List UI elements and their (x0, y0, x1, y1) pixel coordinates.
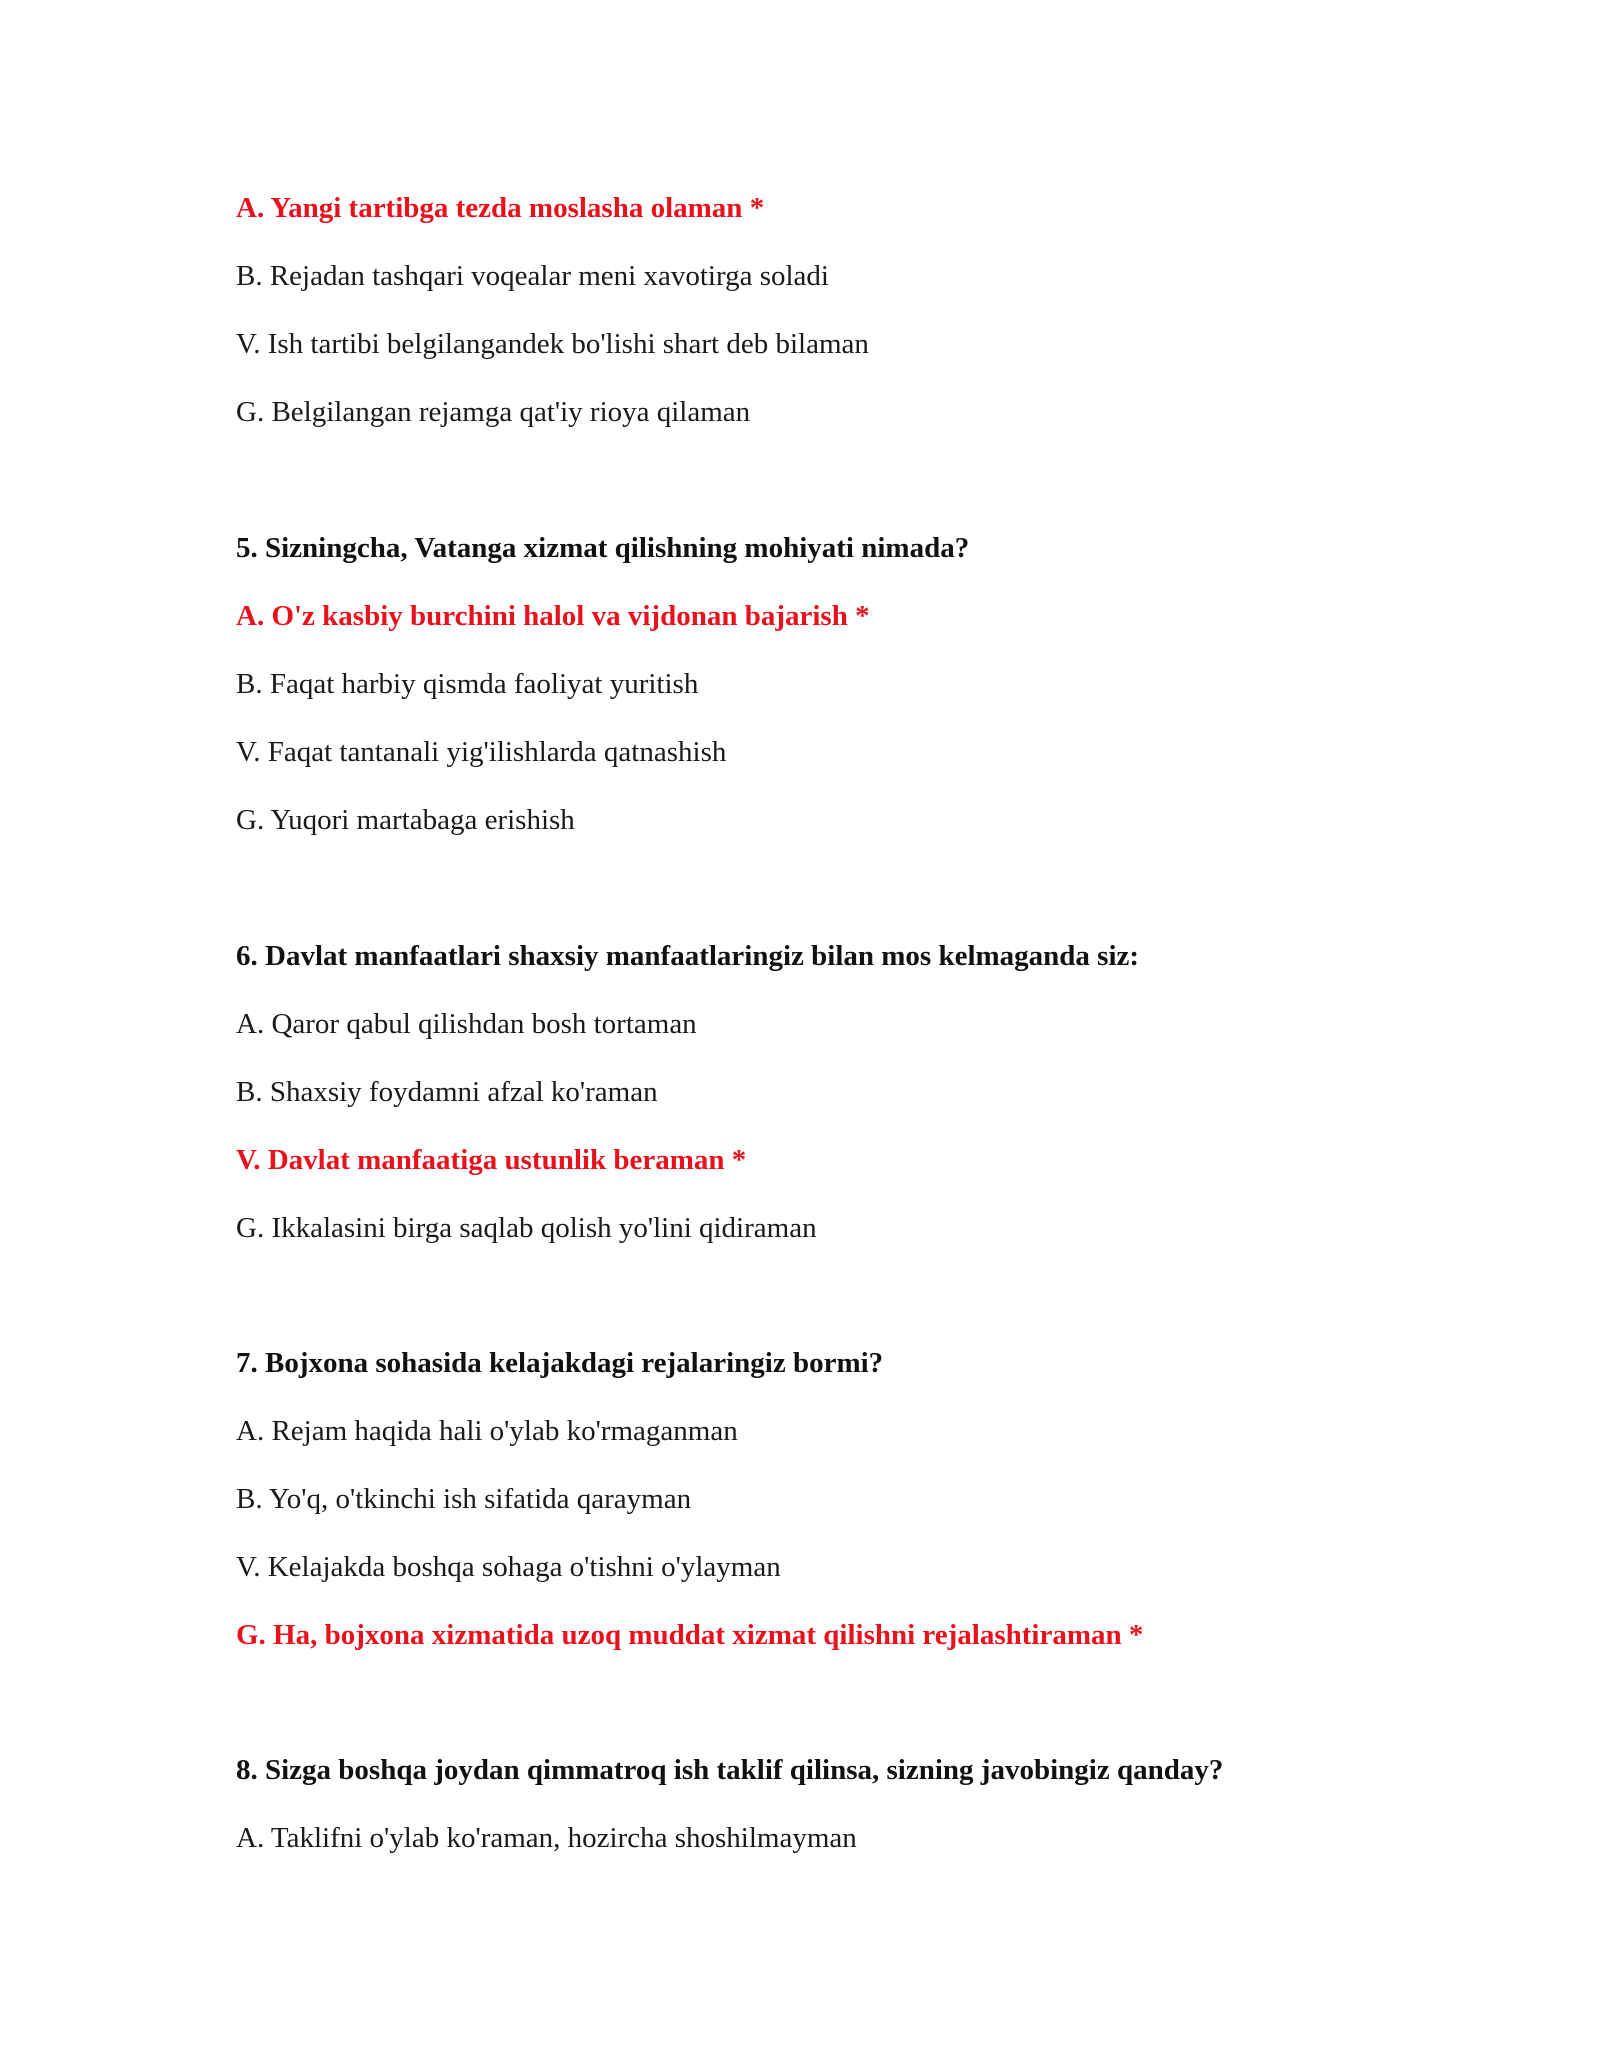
answer-option-correct: A. Yangi tartibga tezda moslasha olaman * (236, 192, 765, 224)
question-heading: 8. Sizga boshqa joydan qimmatroq ish taklif qilinsa, sizning javobingiz qanday? (236, 1754, 1224, 1786)
answer-option: B. Rejadan tashqari voqealar meni xavotirga soladi (236, 260, 829, 292)
answer-option: V. Faqat tantanali yig'ilishlarda qatnashish (236, 736, 727, 768)
question-heading: 6. Davlat manfaatlari shaxsiy manfaatlaringiz bilan mos kelmaganda siz: (236, 940, 1140, 972)
answer-option: G. Belgilangan rejamga qat'iy rioya qilaman (236, 396, 751, 428)
answer-option: V. Kelajakda boshqa sohaga o'tishni o'ylayman (236, 1551, 781, 1583)
answer-option: B. Yo'q, o'tkinchi ish sifatida qarayman (236, 1483, 692, 1515)
answer-option: A. Taklifni o'ylab ko'raman, hozircha shoshilmayman (236, 1822, 857, 1854)
question-heading: 7. Bojxona sohasida kelajakdagi rejalaringiz bormi? (236, 1347, 884, 1379)
answer-option-correct: A. O'z kasbiy burchini halol va vijdonan bajarish * (236, 600, 870, 632)
answer-option: A. Qaror qabul qilishdan bosh tortaman (236, 1008, 697, 1040)
answer-option-correct: V. Davlat manfaatiga ustunlik beraman * (236, 1144, 747, 1176)
answer-option-correct: G. Ha, bojxona xizmatida uzoq muddat xizmat qilishni rejalashtiraman * (236, 1619, 1144, 1651)
answer-option: A. Rejam haqida hali o'ylab ko'rmaganman (236, 1415, 738, 1447)
answer-option: V. Ish tartibi belgilangandek bo'lishi shart deb bilaman (236, 328, 869, 360)
answer-option: B. Faqat harbiy qismda faoliyat yuritish (236, 668, 699, 700)
question-heading: 5. Sizningcha, Vatanga xizmat qilishning mohiyati nimada? (236, 532, 970, 564)
answer-option: G. Ikkalasini birga saqlab qolish yo'lini qidiraman (236, 1212, 817, 1244)
answer-option: G. Yuqori martabaga erishish (236, 804, 575, 836)
answer-option: B. Shaxsiy foydamni afzal ko'raman (236, 1076, 658, 1108)
